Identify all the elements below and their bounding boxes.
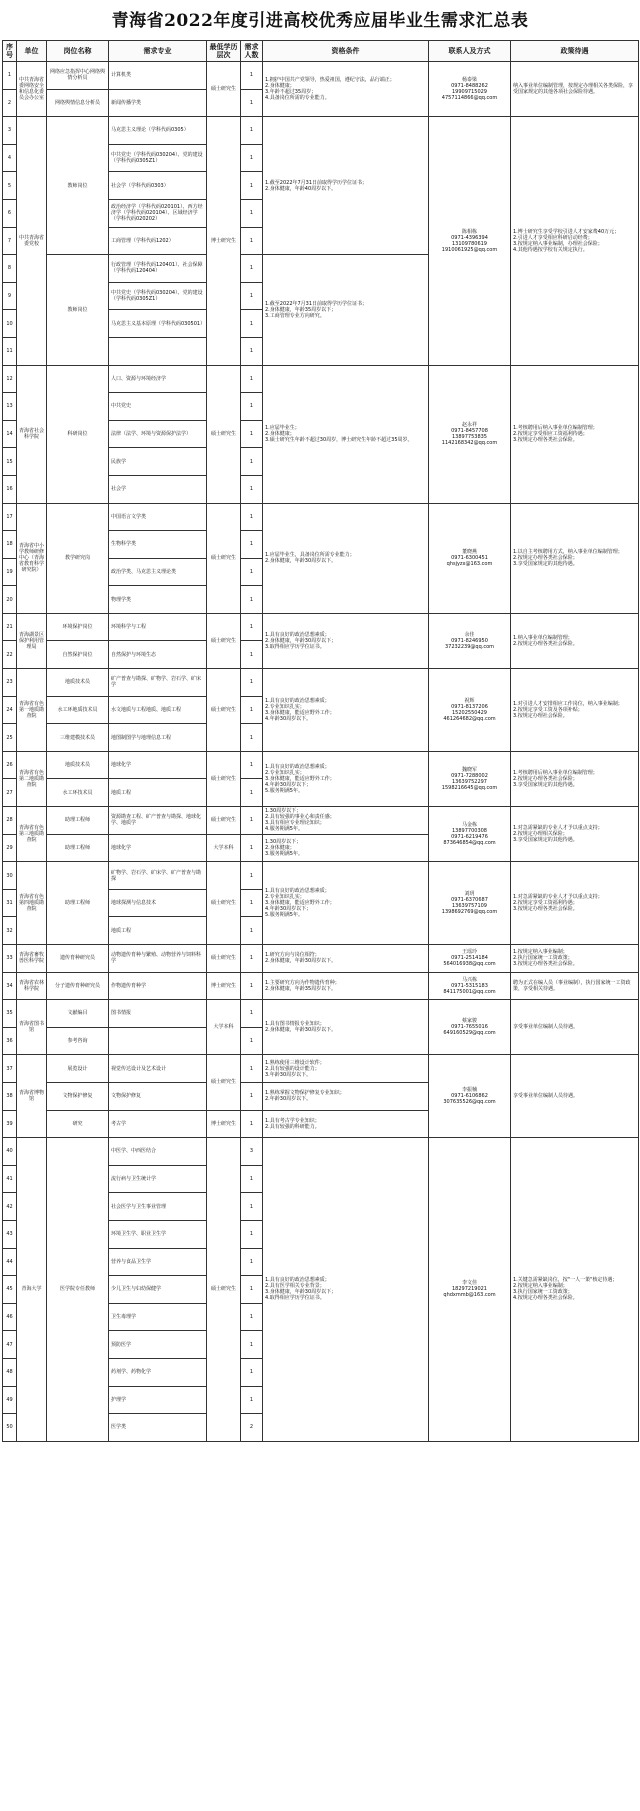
policy-benefits: 1.博士研究生享受学校引进人才安家费40万元； 2.引进人才享受相应科研启动经费； 3.按规定纳入事业编制，办理社会保险； 4.其他待遇按学校有关规定执行。 bbox=[511, 117, 639, 365]
education-level: 硕士研究生 bbox=[207, 945, 241, 973]
headcount: 1 bbox=[241, 1386, 263, 1414]
qualification-conditions: 1.熟练使用三维设计软件； 2.具有较强的设计能力； 3.年龄30周岁以下。 bbox=[263, 1055, 429, 1083]
table-row bbox=[3, 365, 639, 393]
major: 卫生毒理学 bbox=[109, 1303, 207, 1331]
major: 中共党史（学科代码030204）、党的建设（学科代码0305Z1） bbox=[109, 282, 207, 310]
post-name: 地质技术员 bbox=[47, 751, 109, 779]
table-row bbox=[3, 503, 639, 531]
qualification-conditions: 1.主要研究方向为作物遗传育种； 2.身体健康，年龄35周岁以下。 bbox=[263, 972, 429, 1000]
row-number: 27 bbox=[3, 779, 17, 807]
row-number: 46 bbox=[3, 1303, 17, 1331]
post-name: 地质技术员 bbox=[47, 669, 109, 697]
education-level: 硕士研究生 bbox=[207, 751, 241, 806]
major: 社会学 bbox=[109, 475, 207, 503]
headcount: 1 bbox=[241, 199, 263, 227]
row-number: 34 bbox=[3, 972, 17, 1000]
row-number: 15 bbox=[3, 448, 17, 476]
post-name: 水工环技术员 bbox=[47, 779, 109, 807]
education-level: 硕士研究生 bbox=[207, 503, 241, 613]
row-number: 45 bbox=[3, 1276, 17, 1304]
table-row bbox=[3, 117, 639, 145]
row-number: 19 bbox=[3, 558, 17, 586]
headcount: 1 bbox=[241, 310, 263, 338]
contact-info: 李文佳 18297219021 qhdxmmb@163.com bbox=[429, 1138, 511, 1442]
major: 计算机类 bbox=[109, 62, 207, 90]
post-name: 科研岗位 bbox=[47, 365, 109, 503]
row-number: 7 bbox=[3, 227, 17, 255]
qualification-conditions: 1.研究方向与岗位相符； 2.身体健康，年龄30周岁以下。 bbox=[263, 945, 429, 973]
education-level: 硕士研究生 bbox=[207, 613, 241, 668]
contact-info: 董晓燕 0971-6300451 qhsjyzx@163.com bbox=[429, 503, 511, 613]
major: 政治学类、马克思主义理论类 bbox=[109, 558, 207, 586]
education-level: 大学本科 bbox=[207, 834, 241, 862]
major: 资源勘查工程、矿产普查与勘探、地球化学、地质学 bbox=[109, 807, 207, 835]
major: 水文地质与工程地质、地质工程 bbox=[109, 696, 207, 724]
major: 中国语言文学类 bbox=[109, 503, 207, 531]
major: 人口、资源与环境经济学 bbox=[109, 365, 207, 393]
table-row bbox=[3, 972, 639, 1000]
major: 自然保护与环境生态 bbox=[109, 641, 207, 669]
post-name: 教师岗位 bbox=[47, 255, 109, 365]
headcount: 1 bbox=[241, 475, 263, 503]
qualification-conditions: 1.具有考古学专业知识； 2.具有较强的科研能力。 bbox=[263, 1110, 429, 1138]
headcount: 3 bbox=[241, 1138, 263, 1166]
row-number: 37 bbox=[3, 1055, 17, 1083]
row-number: 11 bbox=[3, 337, 17, 365]
qualification-conditions: 1.熟练掌握文物保护修复专业知识； 2.年龄30周岁以下。 bbox=[263, 1082, 429, 1110]
unit-name: 青海省博物馆 bbox=[17, 1055, 47, 1138]
headcount: 1 bbox=[241, 62, 263, 90]
policy-benefits: 聘为正式在编人员（事业编制），执行国家统一工资政策，享受相关待遇。 bbox=[511, 972, 639, 1000]
headcount: 1 bbox=[241, 834, 263, 862]
headcount: 2 bbox=[241, 1414, 263, 1442]
headcount: 1 bbox=[241, 586, 263, 614]
row-number: 36 bbox=[3, 1027, 17, 1055]
headcount: 1 bbox=[241, 89, 263, 117]
major: 图书情报 bbox=[109, 1000, 207, 1028]
major: 地质工程 bbox=[109, 779, 207, 807]
row-number: 35 bbox=[3, 1000, 17, 1028]
headcount: 1 bbox=[241, 751, 263, 779]
major: 民族学 bbox=[109, 448, 207, 476]
row-number: 28 bbox=[3, 807, 17, 835]
major: 动物遗传育种与繁殖、动物营养与饲料科学 bbox=[109, 945, 207, 973]
headcount: 1 bbox=[241, 1193, 263, 1221]
post-name: 遗传育种研究员 bbox=[47, 945, 109, 973]
table-row bbox=[3, 1055, 639, 1083]
header-unit: 单位 bbox=[17, 41, 47, 62]
row-number: 33 bbox=[3, 945, 17, 973]
headcount: 1 bbox=[241, 420, 263, 448]
contact-info: 赵永祥 0971-8457708 13897753835 1142168342@qq.com bbox=[429, 365, 511, 503]
row-number: 22 bbox=[3, 641, 17, 669]
headcount: 1 bbox=[241, 1220, 263, 1248]
post-name: 医学院专任教师 bbox=[47, 1138, 109, 1442]
table-row bbox=[3, 807, 639, 835]
major: 预防医学 bbox=[109, 1331, 207, 1359]
demand-table bbox=[2, 40, 639, 1442]
major: 矿产普查与勘探、矿物学、岩石学、矿床学 bbox=[109, 669, 207, 697]
policy-benefits: 1.纳入事业单位编制管理； 2.按规定办理各类社会保险。 bbox=[511, 613, 639, 668]
education-level: 博士研究生 bbox=[207, 972, 241, 1000]
qualification-conditions: 1.具有良好的政治思想素质； 2.专业知识扎实； 3.身体健康，能适应野外工作； 4.年龄30周岁以下； 5.服务期满5年。 bbox=[263, 751, 429, 806]
row-number: 25 bbox=[3, 724, 17, 752]
headcount: 1 bbox=[241, 613, 263, 641]
headcount: 1 bbox=[241, 779, 263, 807]
row-number: 39 bbox=[3, 1110, 17, 1138]
headcount: 1 bbox=[241, 558, 263, 586]
contact-info: 陈相栋 0971-4396394 13109780619 1910061925@qq.com bbox=[429, 117, 511, 365]
headcount: 1 bbox=[241, 1165, 263, 1193]
headcount: 1 bbox=[241, 696, 263, 724]
row-number: 18 bbox=[3, 531, 17, 559]
major: 药剂学、药物化学 bbox=[109, 1358, 207, 1386]
qualification-conditions: 1.应届毕业生，具备岗位所需专业能力； 2.身体健康，年龄30周岁以下。 bbox=[263, 503, 429, 613]
header-edu: 最低学历层次 bbox=[207, 41, 241, 62]
headcount: 1 bbox=[241, 255, 263, 283]
row-number: 32 bbox=[3, 917, 17, 945]
major: 环境科学与工程 bbox=[109, 613, 207, 641]
header-count: 需求人数 bbox=[241, 41, 263, 62]
major: 政治经济学（学科代码020101）、西方经济学（学科代码020104）、区域经济学（学科代码020202） bbox=[109, 199, 207, 227]
row-number: 30 bbox=[3, 862, 17, 890]
headcount: 1 bbox=[241, 144, 263, 172]
row-number: 4 bbox=[3, 144, 17, 172]
headcount: 1 bbox=[241, 365, 263, 393]
major: 中医学、中西医结合 bbox=[109, 1138, 207, 1166]
major: 文物保护修复 bbox=[109, 1082, 207, 1110]
table-row bbox=[3, 62, 639, 90]
headcount: 1 bbox=[241, 1276, 263, 1304]
row-number: 6 bbox=[3, 199, 17, 227]
qualification-conditions: 1.具有图书情报专业知识； 2.身体健康，年龄30周岁以下。 bbox=[263, 1000, 429, 1055]
policy-benefits: 1.对急需紧缺的专业人才予以重点支持； 2.按规定享受工资福利待遇； 3.按规定办理各类社会保险。 bbox=[511, 862, 639, 945]
unit-name: 青海省有色第四地质勘查院 bbox=[17, 862, 47, 945]
education-level: 硕士研究生 bbox=[207, 807, 241, 835]
row-number: 10 bbox=[3, 310, 17, 338]
qualification-conditions: 1.具有良好的政治思想素质； 2.具有医学相关专业背景； 3.身体健康，年龄30周岁以下； 4.取得相应学历学位证书。 bbox=[263, 1138, 429, 1442]
table-body bbox=[3, 62, 639, 1442]
post-name: 展览设计 bbox=[47, 1055, 109, 1083]
major: 地图制图学与地理信息工程 bbox=[109, 724, 207, 752]
row-number: 26 bbox=[3, 751, 17, 779]
major: 地球探测与信息技术 bbox=[109, 889, 207, 917]
major: 地球化学 bbox=[109, 834, 207, 862]
table-row bbox=[3, 862, 639, 890]
major: 法律（法学、环境与资源保护法学） bbox=[109, 420, 207, 448]
headcount: 1 bbox=[241, 448, 263, 476]
table-row bbox=[3, 945, 639, 973]
policy-benefits: 享受事业单位编制人员待遇。 bbox=[511, 1000, 639, 1055]
policy-benefits: 1.考核聘用后纳入事业单位编制管理； 2.按规定办理各类社会保险； 3.享受国家规定的其他待遇。 bbox=[511, 751, 639, 806]
table-row bbox=[3, 1138, 639, 1166]
row-number: 29 bbox=[3, 834, 17, 862]
major: 流行病与卫生统计学 bbox=[109, 1165, 207, 1193]
education-level: 大学本科 bbox=[207, 1000, 241, 1055]
post-name: 助理工程师 bbox=[47, 862, 109, 945]
major: 医学类 bbox=[109, 1414, 207, 1442]
unit-name: 青海省有色第三地质勘查院 bbox=[17, 807, 47, 862]
post-name: 助理工程师 bbox=[47, 807, 109, 835]
post-name: 文物保护修复 bbox=[47, 1082, 109, 1110]
contact-info: 蔡家骏 0971-7655016 649160529@qq.com bbox=[429, 1000, 511, 1055]
post-name: 助理工程师 bbox=[47, 834, 109, 862]
row-number: 38 bbox=[3, 1082, 17, 1110]
unit-name: 青海省畜牧兽医科学院 bbox=[17, 945, 47, 973]
row-number: 3 bbox=[3, 117, 17, 145]
headcount: 1 bbox=[241, 227, 263, 255]
unit-name: 青海大学 bbox=[17, 1138, 47, 1442]
unit-name: 中共青海省委网络安全和信息化委员会办公室 bbox=[17, 62, 47, 117]
row-number: 43 bbox=[3, 1220, 17, 1248]
major: 行政管理（学科代码120401）、社会保障（学科代码120404） bbox=[109, 255, 207, 283]
qualification-conditions: 1.30周岁以下； 2.身体健康； 3.服务期满5年。 bbox=[263, 834, 429, 862]
headcount: 1 bbox=[241, 1331, 263, 1359]
policy-benefits: 1.对急需紧缺的专业人才予以重点支持； 2.按规定办理相关保险； 3.享受国家规定的其他待遇。 bbox=[511, 807, 639, 862]
post-name: 教师岗位 bbox=[47, 117, 109, 255]
row-number: 42 bbox=[3, 1193, 17, 1221]
row-number: 40 bbox=[3, 1138, 17, 1166]
headcount: 1 bbox=[241, 1000, 263, 1028]
post-name: 三维建模技术员 bbox=[47, 724, 109, 752]
table-row bbox=[3, 751, 639, 779]
headcount: 1 bbox=[241, 393, 263, 421]
post-name: 水工环地质技术员 bbox=[47, 696, 109, 724]
major: 护理学 bbox=[109, 1386, 207, 1414]
contact-info: 祝辉 0971-8137206 15202550429 461264682@qq.com bbox=[429, 669, 511, 752]
post-name: 教学研究岗 bbox=[47, 503, 109, 613]
row-number: 48 bbox=[3, 1358, 17, 1386]
headcount: 1 bbox=[241, 641, 263, 669]
headcount: 1 bbox=[241, 1055, 263, 1083]
education-level: 硕士研究生 bbox=[207, 365, 241, 503]
headcount: 1 bbox=[241, 972, 263, 1000]
major: 社会学（学科代码0303） bbox=[109, 172, 207, 200]
unit-name: 青海省农林科学院 bbox=[17, 972, 47, 1000]
row-number: 5 bbox=[3, 172, 17, 200]
qualification-conditions: 1.30周岁以下； 2.具有较强的事业心和责任感； 3.具有相应专业理论知识； 4.服务期满5年。 bbox=[263, 807, 429, 835]
contact-info: 余佳 0971-8246950 37232239@qq.com bbox=[429, 613, 511, 668]
major bbox=[109, 337, 207, 365]
major: 新闻传播学类 bbox=[109, 89, 207, 117]
major: 中共党史（学科代码030204）、党的建设（学科代码0305Z1） bbox=[109, 144, 207, 172]
headcount: 1 bbox=[241, 1358, 263, 1386]
unit-name: 中共青海省委党校 bbox=[17, 117, 47, 365]
row-number: 16 bbox=[3, 475, 17, 503]
row-number: 20 bbox=[3, 586, 17, 614]
education-level: 硕士研究生 bbox=[207, 862, 241, 945]
qualification-conditions: 1.具有良好的政治思想素质； 2.专业知识扎实； 3.身体健康，能适应野外工作； 4.年龄30周岁以下。 bbox=[263, 669, 429, 752]
post-name: 自然保护岗位 bbox=[47, 641, 109, 669]
major: 地质工程 bbox=[109, 917, 207, 945]
header-post: 岗位名称 bbox=[47, 41, 109, 62]
headcount: 1 bbox=[241, 531, 263, 559]
row-number: 1 bbox=[3, 62, 17, 90]
headcount: 1 bbox=[241, 1248, 263, 1276]
education-level: 硕士研究生 bbox=[207, 1055, 241, 1110]
major: 生物科学类 bbox=[109, 531, 207, 559]
major bbox=[109, 1027, 207, 1055]
headcount: 1 bbox=[241, 282, 263, 310]
table-row bbox=[3, 613, 639, 641]
contact-info: 马兴栋 0971-5315183 841175001@qq.com bbox=[429, 972, 511, 1000]
qualification-conditions: 1.拥护中国共产党领导，热爱祖国，遵纪守法，品行端正； 2.身体健康； 3.年龄不超过35周岁； 4.具备岗位所需的专业能力。 bbox=[263, 62, 429, 117]
header-conditions: 资格条件 bbox=[263, 41, 429, 62]
major: 营养与食品卫生学 bbox=[109, 1248, 207, 1276]
headcount: 1 bbox=[241, 1303, 263, 1331]
row-number: 31 bbox=[3, 889, 17, 917]
major: 少儿卫生与妇幼保健学 bbox=[109, 1276, 207, 1304]
headcount: 1 bbox=[241, 503, 263, 531]
row-number: 47 bbox=[3, 1331, 17, 1359]
qualification-conditions: 1.截至2022年7月31日前取得学历学位证书； 2.身体健康，年龄35周岁以下； 3.工商管理专业方向研究。 bbox=[263, 255, 429, 365]
table-row bbox=[3, 669, 639, 697]
headcount: 1 bbox=[241, 1110, 263, 1138]
contact-info: 魏晓军 0971-7288002 13639752297 1598216645@qq.com bbox=[429, 751, 511, 806]
headcount: 1 bbox=[241, 917, 263, 945]
headcount: 1 bbox=[241, 172, 263, 200]
row-number: 21 bbox=[3, 613, 17, 641]
policy-benefits: 1.关键急需紧缺岗位，按"一人一策"核定待遇； 2.按规定纳入事业编制； 3.执行国家统一工资政策； 4.按规定办理各类社会保险。 bbox=[511, 1138, 639, 1442]
headcount: 1 bbox=[241, 669, 263, 697]
qualification-conditions: 1.应届毕业生； 2.身体健康； 3.硕士研究生年龄不超过30周岁，博士研究生年龄不超过35周岁。 bbox=[263, 365, 429, 503]
post-name: 研究 bbox=[47, 1110, 109, 1138]
post-name: 分子遗传育种研究员 bbox=[47, 972, 109, 1000]
major: 地球化学 bbox=[109, 751, 207, 779]
headcount: 1 bbox=[241, 889, 263, 917]
post-name: 环境保护岗位 bbox=[47, 613, 109, 641]
row-number: 14 bbox=[3, 420, 17, 448]
contact-info: 李振楠 0971-6106862 307635526@qq.com bbox=[429, 1055, 511, 1138]
unit-name: 青海省图书馆 bbox=[17, 1000, 47, 1055]
headcount: 1 bbox=[241, 1082, 263, 1110]
row-number: 9 bbox=[3, 282, 17, 310]
contact-info: 马金栋 13897700308 0971-6219476 873646854@qq.com bbox=[429, 807, 511, 862]
unit-name: 青海省中小学教师研修中心（青海省教育科学研究院） bbox=[17, 503, 47, 613]
education-level: 硕士研究生 bbox=[207, 62, 241, 117]
page-title: 青海省2022年度引进高校优秀应届毕业生需求汇总表 bbox=[111, 11, 529, 31]
major: 马克思主义理论（学科代码0305） bbox=[109, 117, 207, 145]
row-number: 44 bbox=[3, 1248, 17, 1276]
contact-info: 王瑶玲 0971-2514184 564016938@qq.com bbox=[429, 945, 511, 973]
headcount: 1 bbox=[241, 337, 263, 365]
education-level: 博士研究生 bbox=[207, 1110, 241, 1138]
policy-benefits: 享受事业单位编制人员待遇。 bbox=[511, 1055, 639, 1138]
headcount: 1 bbox=[241, 807, 263, 835]
unit-name: 青海省有色第二地质勘查院 bbox=[17, 751, 47, 806]
qualification-conditions: 1.具有良好的政治思想素质； 2.身体健康，年龄30周岁以下； 3.取得相应学历学位证书。 bbox=[263, 613, 429, 668]
row-number: 12 bbox=[3, 365, 17, 393]
contact-info: 杨泰梁 0971-8488262 19909715029 4757114866@qq.com bbox=[429, 62, 511, 117]
policy-benefits: 1.按规定纳入事业编制； 2.执行国家统一工资政策； 3.按规定办理各类社会保险。 bbox=[511, 945, 639, 973]
header-no: 序号 bbox=[3, 41, 17, 62]
policy-benefits: 1.以自主考核聘用方式，纳入事业单位编制管理； 2.按规定办理各类社会保险； 3.享受国家规定的其他待遇。 bbox=[511, 503, 639, 613]
major: 环境卫生学、职业卫生学 bbox=[109, 1220, 207, 1248]
education-level: 硕士研究生 bbox=[207, 669, 241, 752]
policy-benefits: 1.对引进人才安排相应工作岗位，纳入事业编制； 2.按规定享受工资及各项补贴； 3.按规定办理社会保险。 bbox=[511, 669, 639, 752]
row-number: 24 bbox=[3, 696, 17, 724]
headcount: 1 bbox=[241, 945, 263, 973]
row-number: 23 bbox=[3, 669, 17, 697]
qualification-conditions: 1.截至2022年7月31日前取得学历学位证书； 2.身体健康，年龄40周岁以下。 bbox=[263, 117, 429, 255]
major: 矿物学、岩石学、矿床学、矿产普查与勘探 bbox=[109, 862, 207, 890]
major: 马克思主义基本原理（学科代码030501） bbox=[109, 310, 207, 338]
policy-benefits: 纳入事业单位编制管理，按规定办理相关各类保险，享受国家规定的其他各项社会保险待遇。 bbox=[511, 62, 639, 117]
major: 视觉传达设计及艺术设计 bbox=[109, 1055, 207, 1083]
unit-name: 青海湖景区保护利用管理局 bbox=[17, 613, 47, 668]
table-row bbox=[3, 1000, 639, 1028]
education-level: 硕士研究生 bbox=[207, 1138, 241, 1442]
major: 社会医学与卫生事业管理 bbox=[109, 1193, 207, 1221]
qualification-conditions: 1.具有良好的政治思想素质； 2.专业知识扎实； 3.身体健康，能适应野外工作； 4.年龄30周岁以下； 5.服务期满5年。 bbox=[263, 862, 429, 945]
post-name: 网络应急指挥中心网络舆情分析员 bbox=[47, 62, 109, 90]
major: 考古学 bbox=[109, 1110, 207, 1138]
post-name: 参考咨询 bbox=[47, 1027, 109, 1055]
header-policy: 政策待遇 bbox=[511, 41, 639, 62]
header-contact: 联系人及方式 bbox=[429, 41, 511, 62]
major: 中共党史 bbox=[109, 393, 207, 421]
unit-name: 青海省社会科学院 bbox=[17, 365, 47, 503]
major: 作物遗传育种学 bbox=[109, 972, 207, 1000]
headcount: 1 bbox=[241, 724, 263, 752]
post-name: 文献编目 bbox=[47, 1000, 109, 1028]
row-number: 49 bbox=[3, 1386, 17, 1414]
contact-info: 刘玥 0971-6370687 13639757109 1398692769@qq.com bbox=[429, 862, 511, 945]
education-level: 博士研究生 bbox=[207, 117, 241, 365]
table-header-row bbox=[3, 41, 639, 62]
row-number: 13 bbox=[3, 393, 17, 421]
row-number: 8 bbox=[3, 255, 17, 283]
header-major: 需求专业 bbox=[109, 41, 207, 62]
row-number: 41 bbox=[3, 1165, 17, 1193]
row-number: 17 bbox=[3, 503, 17, 531]
major: 物理学类 bbox=[109, 586, 207, 614]
post-name: 网络舆情信息分析员 bbox=[47, 89, 109, 117]
row-number: 50 bbox=[3, 1414, 17, 1442]
unit-name: 青海省有色第一地质勘查院 bbox=[17, 669, 47, 752]
headcount: 1 bbox=[241, 862, 263, 890]
row-number: 2 bbox=[3, 89, 17, 117]
major: 工商管理（学科代码1202） bbox=[109, 227, 207, 255]
headcount: 1 bbox=[241, 1027, 263, 1055]
policy-benefits: 1.考核聘用后纳入事业单位编制管理； 2.按规定享受相应工资福利待遇； 3.按规定办理各类社会保险。 bbox=[511, 365, 639, 503]
headcount: 1 bbox=[241, 117, 263, 145]
